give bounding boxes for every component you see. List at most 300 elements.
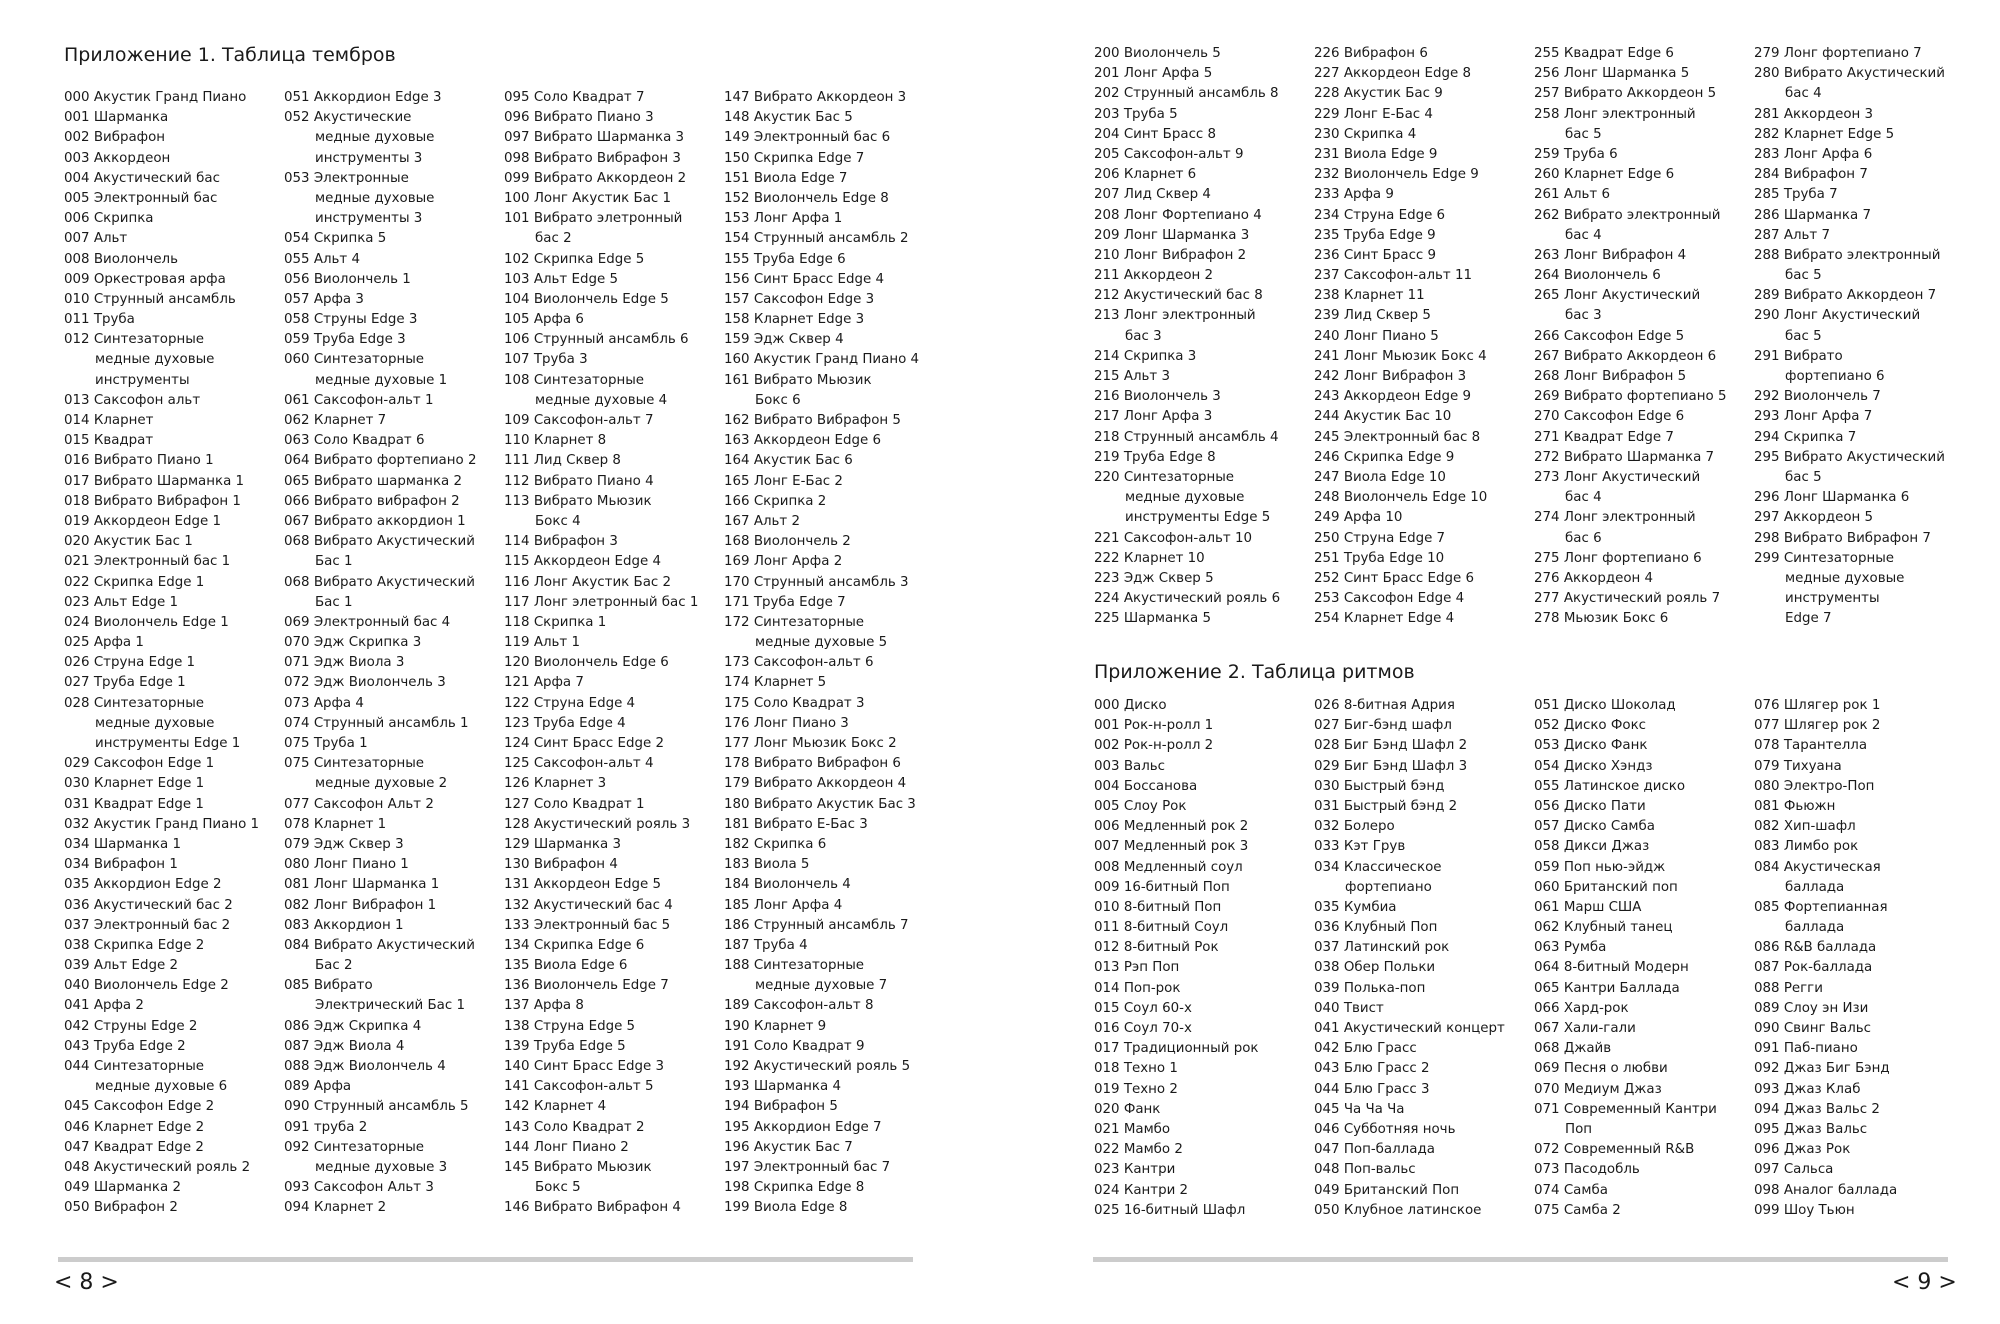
list-item: 156 Синт Брасс Edge 4 [724,271,885,287]
list-item: 289 Вибрато Аккордеон 7 [1754,288,1937,304]
list-item: 224 Акустический рояль 6 [1094,591,1281,607]
rhythm-table-title: Приложение 2. Таблица ритмов [1094,661,1415,683]
list-item: 282 Кларнет Edge 5 [1754,126,1895,142]
list-item: 009 Оркестровая арфа [64,271,226,287]
list-item: 036 Акустический бас 2 [64,897,233,913]
list-item: 014 Поп-рок [1094,980,1181,996]
list-item: 226 Вибрафон 6 [1314,46,1428,61]
list-item: 022 Скрипка Edge 1 [64,574,205,590]
list-item: 025 16-битный Шафл [1094,1202,1246,1218]
list-item: 023 Альт Edge 1 [64,594,178,610]
list-item-continuation: медные духовые 6 [95,1079,228,1095]
list-item: 028 Биг Бэнд Шафл 2 [1314,738,1468,754]
list-item: 093 Саксофон Альт 3 [284,1180,434,1196]
list-item: 239 Лид Сквер 5 [1314,308,1431,324]
list-item: 223 Эдж Сквер 5 [1094,570,1214,586]
list-item: 200 Виолончель 5 [1094,46,1221,61]
list-item: 151 Виола Edge 7 [724,170,848,186]
list-item: 075 Самба 2 [1534,1202,1621,1218]
list-item: 017 Традиционный рок [1094,1041,1259,1057]
list-item: 054 Диско Хэндз [1534,758,1653,774]
list-item: 094 Кларнет 2 [284,1200,387,1216]
list-item: 025 Арфа 1 [64,635,144,651]
list-item: 061 Саксофон-альт 1 [284,392,434,408]
list-item: 181 Вибрато E-Бас 3 [724,816,868,832]
list-item-continuation: медные духовые 7 [755,978,888,994]
list-item: 287 Альт 7 [1754,227,1831,243]
list-item: 081 Лонг Шарманка 1 [284,877,440,893]
list-item: 012 Синтезаторные [64,332,205,348]
footer-rule-left [58,1257,913,1262]
list-item: 034 Вибрафон 1 [64,857,178,873]
list-item: 098 Аналог баллада [1754,1182,1898,1198]
list-item: 087 Эдж Виола 4 [284,1038,405,1054]
list-item: 029 Саксофон Edge 1 [64,756,215,772]
list-item: 007 Медленный рок 3 [1094,839,1249,855]
list-item: 146 Вибрато Вибрафон 4 [504,1200,681,1216]
list-item: 049 Шарманка 2 [64,1180,181,1196]
list-item: 060 Британский поп [1534,879,1678,895]
list-item: 002 Рок-н-ролл 2 [1094,738,1214,754]
rhythm-column-4 [1754,696,1897,1221]
list-item: 187 Труба 4 [724,937,808,953]
list-item: 063 Румба [1534,940,1607,956]
list-item: 065 Кантри Баллада [1534,980,1680,996]
list-item: 094 Джаз Вальс 2 [1754,1101,1880,1117]
list-item: 068 Вибрато Акустический [284,534,475,550]
list-item: 057 Диско Самба [1534,819,1655,835]
list-item: 205 Саксофон-альт 9 [1094,146,1244,162]
list-item: 112 Вибрато Пиано 4 [504,473,654,489]
list-item: 016 Соул 70-х [1094,1021,1192,1036]
list-item-continuation: фортепиано [1345,879,1432,895]
list-item-continuation: инструменты 3 [315,211,423,227]
list-item-continuation: медные духовые [95,715,215,731]
list-item: 052 Акустические [284,110,412,126]
list-item-continuation: инструменты [95,372,190,388]
list-item: 298 Вибрато Вибрафон 7 [1754,530,1931,546]
timbre-column-8 [1754,44,1945,629]
list-item: 152 Виолончель Edge 8 [724,190,889,206]
list-item: 279 Лонг фортепиано 7 [1754,46,1922,61]
list-item: 071 Эдж Виола 3 [284,655,405,671]
list-item: 044 Блю Грасс 3 [1314,1081,1430,1097]
list-item: 080 Лонг Пиано 1 [284,857,409,873]
list-item: 041 Акустический концерт [1314,1021,1505,1036]
list-item: 217 Лонг Арфа 3 [1094,409,1213,425]
list-item: 177 Лонг Мьюзик Бокс 2 [724,736,897,751]
list-item: 120 Виолончель Edge 6 [504,655,669,671]
page-number-left: < 8 > [54,1270,119,1295]
list-item: 244 Акустик Бас 10 [1314,409,1452,425]
list-item: 043 Труба Edge 2 [64,1038,186,1054]
timbre-column-6 [1314,44,1487,629]
list-item: 007 Альт [64,231,128,247]
list-item: 272 Вибрато Шарманка 7 [1534,449,1715,465]
list-item: 085 Вибрато [284,978,373,994]
list-item: 235 Труба Edge 9 [1314,227,1436,243]
list-item: 091 труба 2 [284,1119,368,1135]
list-item: 069 Электронный бас 4 [284,614,451,630]
list-item: 014 Кларнет [64,413,154,428]
list-item: 072 Современный R&B [1534,1142,1695,1158]
list-item: 190 Кларнет 9 [724,1018,827,1034]
list-item-continuation: медные духовые 2 [315,776,448,792]
list-item: 262 Вибрато электронный [1534,207,1721,223]
list-item: 228 Акустик Бас 9 [1314,86,1443,102]
list-item: 064 8-битный Модерн [1534,960,1689,976]
list-item: 197 Электронный бас 7 [724,1159,891,1175]
list-item: 193 Шарманка 4 [724,1079,841,1095]
list-item: 184 Виолончель 4 [724,877,851,893]
list-item: 186 Струнный ансамбль 7 [724,917,909,933]
list-item: 023 Кантри [1094,1162,1176,1178]
list-item: 011 8-битный Соул [1094,920,1229,936]
list-item: 218 Струнный ансамбль 4 [1094,429,1279,445]
list-item-continuation: Бас 1 [315,554,353,570]
list-item: 089 Слоу эн Изи [1754,1000,1869,1016]
list-item: 291 Вибрато [1754,348,1843,364]
list-item: 055 Латинское диско [1534,778,1686,794]
list-item: 131 Аккордеон Edge 5 [504,877,662,893]
list-item: 030 Кларнет Edge 1 [64,776,205,792]
list-item: 149 Электронный бас 6 [724,130,891,146]
list-item: 047 Квадрат Edge 2 [64,1139,204,1155]
list-item: 243 Аккордеон Edge 9 [1314,389,1472,405]
list-item: 264 Виолончель 6 [1534,268,1661,284]
list-item: 183 Виола 5 [724,857,810,873]
list-item: 097 Вибрато Шарманка 3 [504,130,685,146]
right-page [1000,0,2000,1324]
list-item: 173 Саксофон-альт 6 [724,655,874,671]
list-item: 136 Виолончель Edge 7 [504,978,669,994]
list-item: 111 Лид Сквер 8 [504,453,621,469]
list-item: 090 Свинг Вальс [1754,1021,1872,1036]
list-item: 096 Вибрато Пиано 3 [504,110,654,126]
list-item: 145 Вибрато Мьюзик [504,1159,652,1175]
list-item: 053 Электронные [284,170,409,186]
list-item: 290 Лонг Акустический [1754,308,1921,324]
list-item: 168 Виолончель 2 [724,534,851,550]
list-item: 134 Скрипка Edge 6 [504,937,645,953]
list-item-continuation: инструменты Edge 5 [1125,510,1271,526]
list-item: 062 Клубный танец [1534,920,1673,936]
list-item: 188 Синтезаторные [724,958,865,974]
list-item: 163 Аккордеон Edge 6 [724,433,882,449]
list-item-continuation: бас 2 [535,231,572,247]
list-item: 164 Акустик Бас 6 [724,453,853,469]
list-item: 281 Аккордеон 3 [1754,106,1874,122]
list-item: 059 Труба Edge 3 [284,332,406,348]
list-item: 206 Кларнет 6 [1094,167,1197,183]
list-item: 245 Электронный бас 8 [1314,429,1481,445]
timbre-column-3 [504,88,698,1219]
list-item: 083 Лимбо рок [1754,839,1859,855]
list-item: 259 Труба 6 [1534,146,1618,162]
list-item: 227 Аккордеон Edge 8 [1314,66,1472,82]
list-item-continuation: бас 4 [1565,490,1602,506]
list-item: 048 Акустический рояль 2 [64,1159,251,1175]
list-item: 015 Соул 60-х [1094,1000,1192,1016]
list-item: 140 Синт Брасс Edge 3 [504,1059,665,1074]
list-item: 114 Вибрафон 3 [504,534,618,550]
list-item: 157 Саксофон Edge 3 [724,291,875,307]
list-item: 169 Лонг Арфа 2 [724,554,843,570]
list-item: 248 Виолончель Edge 10 [1314,490,1488,506]
list-item-continuation: медные духовые [1785,570,1905,586]
list-item: 118 Скрипка 1 [504,614,607,630]
list-item: 265 Лонг Акустический [1534,288,1701,304]
list-item: 084 Акустическая [1754,859,1881,875]
list-item: 090 Струнный ансамбль 5 [284,1099,469,1115]
list-item: 004 Акустический бас [64,170,220,186]
list-item: 221 Саксофон-альт 10 [1094,530,1252,546]
list-item: 004 Боссанова [1094,778,1198,794]
list-item: 066 Хард-рок [1534,1000,1629,1016]
list-item: 232 Виолончель Edge 9 [1314,167,1479,183]
list-item: 075 Синтезаторные [284,756,425,772]
list-item: 051 Диско Шоколад [1534,698,1676,713]
list-item: 274 Лонг электронный [1534,510,1696,526]
list-item: 153 Лонг Арфа 1 [724,211,843,227]
list-item: 255 Квадрат Edge 6 [1534,46,1674,61]
list-item-continuation: инструменты 3 [315,150,423,166]
list-item: 273 Лонг Акустический [1534,469,1701,485]
list-item: 125 Саксофон-альт 4 [504,756,654,772]
list-item-continuation: медные духовые [315,190,435,206]
list-item: 065 Вибрато шарманка 2 [284,473,463,489]
list-item: 167 Альт 2 [724,513,801,529]
list-item: 249 Арфа 10 [1314,510,1403,526]
list-item: 031 Быстрый бэнд 2 [1314,798,1458,814]
list-item: 006 Скрипка [64,211,154,227]
rhythm-column-1 [1094,696,1259,1221]
list-item: 026 8-битная Адрия [1314,698,1455,713]
list-item: 178 Вибрато Вибрафон 6 [724,756,901,772]
list-item-continuation: бас 5 [1785,328,1822,344]
list-item: 067 Вибрато аккордион 1 [284,513,466,529]
list-item: 137 Арфа 8 [504,998,584,1014]
list-item: 056 Виолончель 1 [284,271,411,287]
list-item: 030 Быстрый бэнд [1314,778,1445,794]
list-item: 252 Синт Брасс Edge 6 [1314,570,1475,586]
list-item-continuation: Бокс 4 [535,513,581,529]
list-item: 013 Рэп Поп [1094,960,1180,976]
list-item: 276 Аккордеон 4 [1534,570,1654,586]
list-item: 138 Струна Edge 5 [504,1018,636,1034]
list-item: 101 Вибрато элетронный [504,211,683,227]
list-item: 057 Арфа 3 [284,291,364,307]
list-item: 128 Акустический рояль 3 [504,816,691,832]
list-item: 286 Шарманка 7 [1754,207,1871,223]
list-item: 160 Акустик Гранд Пиано 4 [724,352,920,368]
list-item: 050 Вибрафон 2 [64,1200,178,1216]
list-item: 033 Кэт Грув [1314,839,1406,855]
list-item: 099 Шоу Тьюн [1754,1202,1855,1218]
list-item: 159 Эдж Сквер 4 [724,332,844,348]
list-item: 088 Эдж Виолончель 4 [284,1059,446,1074]
list-item: 073 Арфа 4 [284,695,364,711]
list-item: 038 Скрипка Edge 2 [64,937,205,953]
list-item: 162 Вибрато Вибрафон 5 [724,413,901,428]
list-item: 068 Вибрато Акустический [284,574,475,590]
list-item: 275 Лонг фортепиано 6 [1534,550,1702,566]
list-item: 085 Фортепианная [1754,899,1888,915]
timbre-column-5 [1094,44,1280,629]
list-item: 005 Слоу Рок [1094,798,1187,814]
list-item-continuation: медные духовые [315,130,435,146]
list-item: 142 Кларнет 4 [504,1099,607,1115]
list-item: 129 Шарманка 3 [504,836,621,852]
list-item: 039 Альт Edge 2 [64,958,178,974]
list-item: 026 Струна Edge 1 [64,655,196,671]
list-item: 147 Вибрато Аккордеон 3 [724,90,907,105]
list-item: 053 Диско Фанк [1534,738,1648,754]
list-item: 179 Вибрато Аккордеон 4 [724,776,907,792]
list-item: 233 Арфа 9 [1314,187,1394,203]
list-item-continuation: Бас 1 [315,594,353,610]
list-item-continuation: медные духовые 5 [755,635,888,651]
list-item: 052 Диско Фокс [1534,718,1647,734]
list-item: 215 Альт 3 [1094,369,1171,384]
list-item: 288 Вибрато электронный [1754,247,1941,263]
list-item: 000 Диско [1094,698,1167,713]
list-item-continuation: медные духовые 1 [315,372,448,388]
list-item: 208 Лонг Фортепиано 4 [1094,207,1262,223]
list-item: 074 Самба [1534,1182,1608,1198]
list-item: 240 Лонг Пиано 5 [1314,328,1439,344]
list-item: 018 Техно 1 [1094,1061,1178,1077]
list-item: 070 Медиум Джаз [1534,1081,1662,1097]
list-item: 122 Струна Edge 4 [504,695,636,711]
list-item: 182 Скрипка 6 [724,836,827,852]
list-item-continuation: бас 5 [1785,469,1822,485]
list-item: 001 Шарманка [64,110,169,126]
timbre-column-4 [724,88,919,1219]
list-item: 077 Саксофон Альт 2 [284,796,434,812]
list-item: 110 Кларнет 8 [504,433,607,449]
list-item: 229 Лонг E-Бас 4 [1314,106,1433,122]
list-item: 299 Синтезаторные [1754,550,1895,566]
list-item: 082 Лонг Вибрафон 1 [284,897,437,913]
list-item: 029 Биг Бэнд Шафл 3 [1314,758,1468,774]
list-item: 189 Саксофон-альт 8 [724,998,874,1014]
list-item: 011 Труба [64,312,135,328]
list-item: 117 Лонг элетронный бас 1 [504,594,699,610]
list-item: 185 Лонг Арфа 4 [724,897,843,913]
list-item: 269 Вибрато фортепиано 5 [1534,389,1727,405]
list-item: 078 Тарантелла [1754,738,1868,754]
list-item: 083 Аккордион 1 [284,917,404,933]
list-item: 012 8-битный Рок [1094,940,1219,956]
list-item: 285 Труба 7 [1754,187,1838,203]
list-item: 058 Струны Edge 3 [284,312,418,328]
list-item: 204 Синт Брасс 8 [1094,126,1217,142]
list-item: 237 Саксофон-альт 11 [1314,268,1472,284]
list-item: 143 Соло Квадрат 2 [504,1119,645,1135]
list-item: 222 Кларнет 10 [1094,550,1205,566]
list-item: 079 Тихуана [1754,758,1842,774]
list-item: 102 Скрипка Edge 5 [504,251,645,267]
list-item: 238 Кларнет 11 [1314,288,1425,304]
list-item: 032 Болеро [1314,819,1395,835]
list-item: 170 Струнный ансамбль 3 [724,574,909,590]
list-item: 045 Саксофон Edge 2 [64,1099,215,1115]
list-item: 203 Труба 5 [1094,106,1178,122]
list-item: 260 Кларнет Edge 6 [1534,167,1675,183]
list-item: 002 Вибрафон [64,130,166,146]
footer-rule-right [1093,1257,1948,1262]
list-item: 211 Аккордеон 2 [1094,268,1214,284]
list-item-continuation: бас 3 [1125,328,1162,344]
rhythm-column-3 [1534,696,1717,1221]
list-item: 231 Виола Edge 9 [1314,146,1438,162]
list-item: 234 Струна Edge 6 [1314,207,1446,223]
list-item: 000 Акустик Гранд Пиано [64,90,247,105]
list-item: 155 Труба Edge 6 [724,251,846,267]
list-item: 209 Лонг Шарманка 3 [1094,227,1250,243]
list-item: 175 Соло Квадрат 3 [724,695,865,711]
list-item: 256 Лонг Шарманка 5 [1534,66,1690,82]
list-item: 027 Труба Edge 1 [64,675,186,691]
list-item: 024 Кантри 2 [1094,1182,1189,1198]
list-item-continuation: медные духовые [1125,490,1245,506]
list-item: 106 Струнный ансамбль 6 [504,332,689,348]
list-item: 048 Поп-вальс [1314,1162,1416,1178]
list-item-continuation: баллада [1785,879,1845,895]
list-item: 042 Блю Грасс [1314,1041,1417,1057]
list-item: 027 Биг-бэнд шафл [1314,718,1452,734]
list-item: 176 Лонг Пиано 3 [724,715,849,731]
list-item-continuation: медные духовые 4 [535,392,668,408]
list-item: 263 Лонг Вибрафон 4 [1534,247,1687,263]
list-item: 158 Кларнет Edge 3 [724,312,865,328]
list-item: 084 Вибрато Акустический [284,937,475,953]
list-item: 199 Виола Edge 8 [724,1200,848,1216]
list-item: 003 Вальс [1094,758,1166,774]
list-item: 046 Кларнет Edge 2 [64,1119,205,1135]
list-item: 207 Лид Сквер 4 [1094,187,1211,203]
list-item: 194 Вибрафон 5 [724,1099,838,1115]
list-item: 046 Субботняя ночь [1314,1121,1456,1137]
list-item: 003 Аккордеон [64,150,171,166]
list-item-continuation: фортепиано 6 [1785,369,1885,384]
list-item: 040 Виолончель Edge 2 [64,978,229,994]
list-item: 037 Электронный бас 2 [64,917,231,933]
list-item: 115 Аккордеон Edge 4 [504,554,662,570]
list-item: 150 Скрипка Edge 7 [724,150,865,166]
list-item-continuation: Бас 2 [315,958,353,974]
list-item: 097 Сальса [1754,1162,1834,1178]
list-item: 044 Синтезаторные [64,1059,205,1074]
list-item: 277 Акустический рояль 7 [1534,591,1721,607]
list-item: 070 Эдж Скрипка 3 [284,635,422,651]
list-item: 036 Клубный Поп [1314,920,1438,936]
list-item: 080 Электро-Поп [1754,778,1875,794]
list-item: 038 Обер Польки [1314,960,1436,976]
list-item: 086 R&B баллада [1754,940,1877,956]
list-item: 251 Труба Edge 10 [1314,550,1445,566]
list-item: 124 Синт Брасс Edge 2 [504,736,665,751]
list-item: 006 Медленный рок 2 [1094,819,1249,835]
timbre-column-7 [1534,44,1726,629]
list-item-continuation: Бокс 6 [755,392,801,408]
list-item: 067 Хали-гали [1534,1021,1636,1036]
list-item-continuation: инструменты [1785,591,1880,607]
list-item: 126 Кларнет 3 [504,776,607,792]
list-item: 034 Классическое [1314,859,1442,875]
list-item: 254 Кларнет Edge 4 [1314,611,1455,627]
